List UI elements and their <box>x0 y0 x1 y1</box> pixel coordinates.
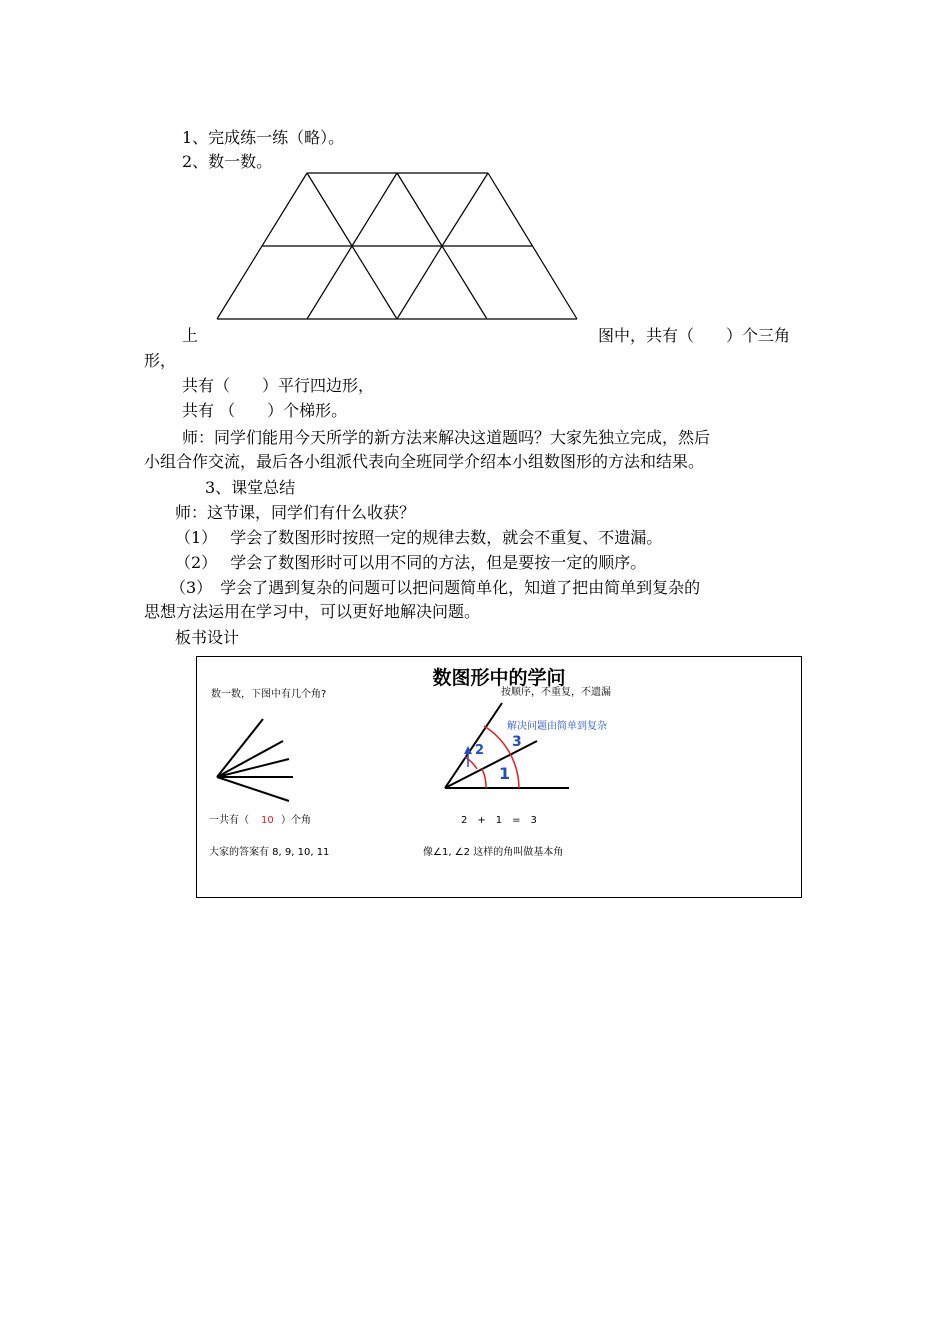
board-answers: 大家的答案有 8, 9, 10, 11 <box>209 847 330 858</box>
board-count-suffix: ）个角 <box>281 815 311 826</box>
board-count-prefix: 一共有（ <box>209 815 249 826</box>
figure-line <box>307 246 352 319</box>
middle-ray <box>445 741 537 788</box>
summary-item-3-line-2: 思想方法运用在学习中，可以更好地解决问题。 <box>144 602 481 621</box>
angle-label-3: 3 <box>512 734 522 750</box>
board-question: 数一数，下图中有几个角? <box>211 689 327 700</box>
teacher-paragraph-line-1: 师：同学们能用今天所学的新方法来解决这道题吗？大家先独立完成，然后 <box>182 428 711 447</box>
teacher-paragraph-line-2: 小组合作交流，最后各小组派代表向全班同学介绍本小组数图形的方法和结果。 <box>144 452 705 471</box>
exercise-line-2: 2、数一数。 <box>182 152 273 171</box>
upper-ray <box>445 703 502 788</box>
figure-line <box>442 246 487 319</box>
question-continued: 形， <box>144 351 177 370</box>
figure-line <box>352 246 397 319</box>
angle-arc-1 <box>482 769 486 788</box>
board-basic-angle-note: 像∠1, ∠2 这样的角叫做基本角 <box>423 847 564 858</box>
summary-item-2: （2） 学会了数图形时可以用不同的方法，但是要按一定的顺序。 <box>175 553 647 572</box>
board-title: 数图形中的学问 <box>432 667 566 689</box>
figure-line <box>307 173 352 246</box>
question-triangles: 图中，共有（ ）个三角 <box>598 326 791 345</box>
summary-item-1: （1） 学会了数图形时按照一定的规律去数，就会不重复、不遗漏。 <box>175 528 663 547</box>
blackboard-design <box>196 656 802 898</box>
figure-line <box>397 246 442 319</box>
board-equation: 2 + 1 = 3 <box>461 815 537 826</box>
trapezoid-figure <box>0 0 950 330</box>
figure-line <box>352 173 397 246</box>
exercise-line-1: 1、完成练一练（略）。 <box>182 128 345 147</box>
teacher-question: 师：这节课，同学们有什么收获？ <box>175 503 416 522</box>
angle-arc-2 <box>465 757 477 769</box>
summary-heading: 3、课堂总结 <box>205 478 296 497</box>
question-prefix: 上 <box>182 326 199 345</box>
board-count-value: 10 <box>261 815 274 826</box>
question-parallelograms: 共有（ ）平行四边形， <box>182 376 375 395</box>
angle-label-1: 1 <box>499 764 511 783</box>
question-trapezoids: 共有 （ ）个梯形。 <box>182 401 348 420</box>
board-method-note: 解决问题由简单到复杂 <box>507 721 607 732</box>
figure-line <box>442 173 488 246</box>
summary-item-3-line-1: （3） 学会了遇到复杂的问题可以把问题简单化，知道了把由简单到复杂的 <box>170 578 701 597</box>
board-order-note: 按顺序，不重复，不遗漏 <box>501 687 611 698</box>
board-design-heading: 板书设计 <box>175 628 240 647</box>
angle-label-2: 2 <box>475 743 485 758</box>
figure-line <box>397 173 442 246</box>
